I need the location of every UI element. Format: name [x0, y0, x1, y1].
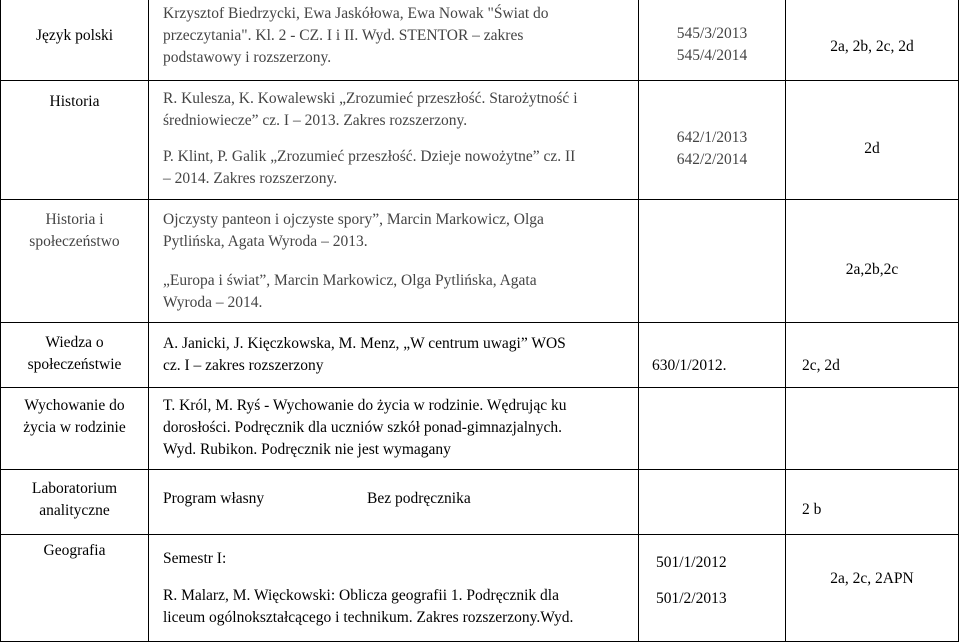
classes-cell: 2a, 2b, 2c, 2d: [830, 38, 914, 55]
approval-number: 545/4/2014: [676, 47, 748, 64]
book-line: P. Klint, P. Galik „Zrozumieć przeszłość. Dzieje nowożytne” cz. II: [163, 148, 576, 165]
approval-number: 501/1/2012: [656, 554, 727, 571]
classes-cell: 2a,2b,2c: [845, 261, 899, 278]
program-label: Program własny: [163, 490, 265, 507]
book-line: Pytlińska, Agata Wyroda – 2013.: [163, 233, 368, 250]
subject-cell: życia w rodzinie: [23, 419, 126, 436]
book-line: dorosłości. Podręcznik dla uczniów szkół ponad-gimnazjalnych.: [163, 419, 563, 436]
row-line-6: [0, 534, 959, 535]
subject-cell: Wiedza o: [45, 334, 104, 351]
book-line: T. Król, M. Ryś - Wychowanie do życia w rodzinie. Wędrując ku: [163, 397, 567, 414]
classes-cell: 2c, 2d: [802, 357, 840, 374]
subject-cell: społeczeństwie: [27, 356, 122, 373]
row-line-1: [0, 80, 959, 81]
approval-number: 630/1/2012.: [652, 357, 727, 374]
semester-label: Semestr I:: [163, 550, 227, 567]
book-line: podstawowy i rozszerzony.: [163, 49, 332, 66]
approval-number: 501/2/2013: [656, 590, 727, 607]
subject-cell: Historia: [49, 93, 100, 110]
subject-cell: Język polski: [35, 27, 114, 44]
book-line: Ojczysty panteon i ojczyste spory”, Marcin Markowicz, Olga: [163, 211, 544, 228]
approval-number: 642/1/2013: [676, 129, 748, 146]
book-line: Wyroda – 2014.: [163, 294, 263, 311]
subject-cell: Laboratorium: [31, 480, 118, 497]
border-col-2: [638, 0, 639, 642]
no-textbook-label: Bez podręcznika: [367, 490, 471, 507]
book-line: R. Kulesza, K. Kowalewski „Zrozumieć przeszłość. Starożytność i: [163, 90, 578, 107]
subject-cell: analityczne: [39, 502, 110, 519]
book-line: średniowiecze” cz. I – 2013. Zakres rozszerzony.: [163, 112, 468, 129]
row-line-5: [0, 469, 959, 470]
classes-cell: 2 b: [802, 501, 822, 518]
subject-cell: Geografia: [43, 542, 106, 559]
book-line: – 2014. Zakres rozszerzony.: [163, 170, 338, 187]
row-line-4: [0, 387, 959, 388]
row-line-3: [0, 322, 959, 323]
subject-cell: Wychowanie do: [24, 397, 125, 414]
book-line: Wyd. Rubikon. Podręcznik nie jest wymagany: [163, 441, 451, 458]
subject-cell: Historia i: [45, 211, 104, 228]
book-line: „Europa i świat”, Marcin Markowicz, Olga Pytlińska, Agata: [163, 272, 537, 289]
border-right: [958, 0, 959, 642]
approval-number: 642/2/2014: [676, 151, 748, 168]
book-line: przeczytania". Kl. 2 - CZ. I i II. Wyd. STENTOR – zakres: [163, 27, 524, 44]
border-col-3: [785, 0, 786, 642]
book-line: cz. I – zakres rozszerzony: [163, 357, 324, 374]
approval-number: 545/3/2013: [676, 25, 748, 42]
book-line: R. Malarz, M. Więckowski: Oblicza geografii 1. Podręcznik dla: [163, 587, 559, 604]
book-line: A. Janicki, J. Kięczkowska, M. Menz, „W centrum uwagi” WOS: [163, 335, 566, 352]
subject-cell: społeczeństwo: [29, 233, 120, 250]
book-line: liceum ogólnokształcącego i technikum. Zakres rozszerzony.Wyd.: [163, 609, 574, 626]
book-line: Krzysztof Biedrzycki, Ewa Jaskółowa, Ewa Nowak "Świat do: [163, 5, 549, 22]
classes-cell: 2d: [864, 140, 880, 157]
border-col-1: [148, 0, 149, 642]
row-line-2: [0, 199, 959, 200]
classes-cell: 2a, 2c, 2APN: [830, 570, 914, 587]
